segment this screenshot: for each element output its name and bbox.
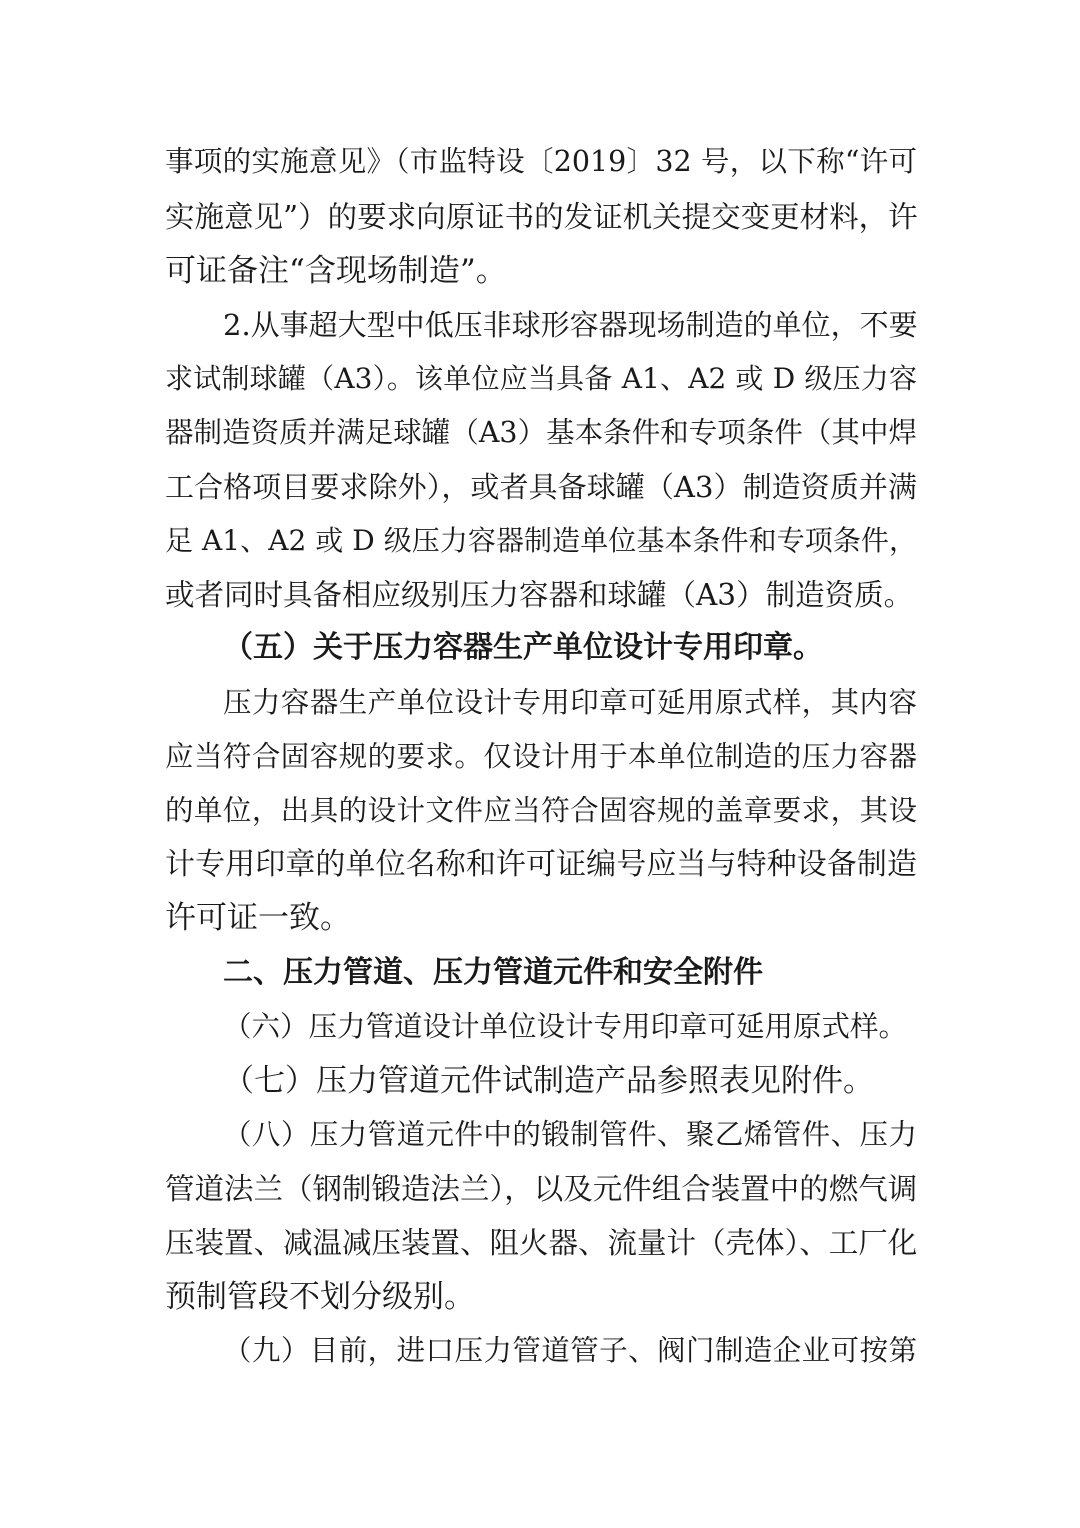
text-line: 应当符合固容规的要求。仅设计用于本单位制造的压力容器 [165,740,917,773]
section-heading: 二、压力管道、压力管道元件和安全附件 [223,955,763,990]
text-line: 器制造资质并满足球罐（A3）基本条件和专项条件（其中焊 [165,416,917,449]
text-line: 事项的实施意见》（市监特设〔2019〕32 号，以下称“许可 [165,145,917,178]
section-heading: （五）关于压力容器生产单位设计专用印章。 [223,630,823,665]
text-line: （九）目前，进口压力管道管子、阀门制造企业可按第 [223,1334,917,1367]
text-line: 压力容器生产单位设计专用印章可延用原式样，其内容 [223,686,917,719]
text-line: 求试制球罐（A3）。该单位应当具备 A1、A2 或 D 级压力容 [165,362,917,395]
text-line: 可证备注“含现场制造”。 [165,253,507,289]
text-line: 足 A1、A2 或 D 级压力容器制造单位基本条件和专项条件， [165,524,917,557]
text-line: 2.从事超大型中低压非球形容器现场制造的单位，不要 [223,308,918,342]
text-line: 工合格项目要求除外），或者具备球罐（A3）制造资质并满 [165,470,917,504]
text-line: 的单位，出具的设计文件应当符合固容规的盖章要求，其设 [165,794,917,827]
text-line: （八）压力管道元件中的锻制管件、聚乙烯管件、压力 [223,1118,917,1151]
text-line: 计专用印章的单位名称和许可证编号应当与特种设备制造 [165,847,917,882]
text-line: 预制管段不划分级别。 [165,1279,475,1315]
text-line: 实施意见”）的要求向原证书的发证机关提交变更材料，许 [165,200,918,234]
text-line: 管道法兰（钢制锻造法兰），以及元件组合装置中的燃气调 [165,1172,918,1206]
text-line: 压装置、减温减压装置、阻火器、流量计（壳体）、工厂化 [165,1226,918,1260]
text-line: （七）压力管道元件试制造产品参照表见附件。 [223,1063,874,1099]
text-line: 或者同时具备相应级别压力容器和球罐（A3）制造资质。 [165,578,914,612]
text-line: 许可证一致。 [165,900,351,936]
text-line: （六）压力管道设计单位设计专用印章可延用原式样。 [223,1010,908,1043]
